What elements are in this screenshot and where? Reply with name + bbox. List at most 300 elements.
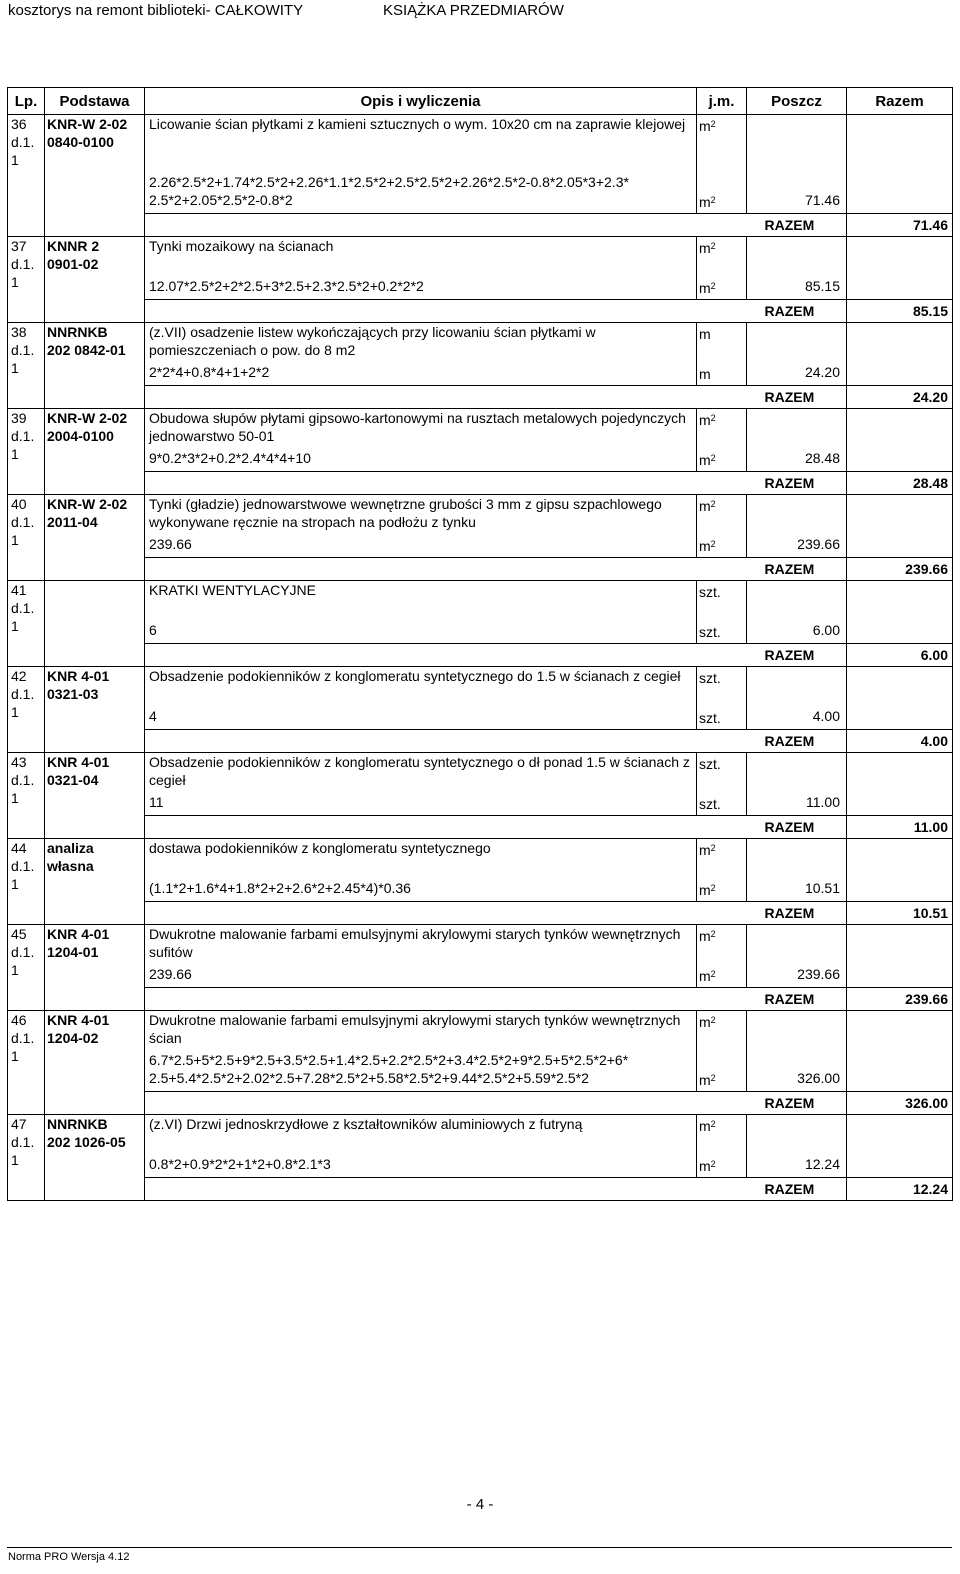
unit-base: m — [699, 194, 711, 210]
basis-code: KNR-W 2-02 — [47, 496, 128, 512]
row-poszcz — [747, 115, 847, 214]
item-index: 1 — [11, 274, 19, 290]
table-row — [8, 237, 953, 300]
formula-unit — [699, 277, 746, 295]
razem-spacer — [145, 300, 747, 323]
razem-row — [8, 902, 953, 925]
row-podstawa — [45, 323, 145, 409]
formula-unit — [699, 621, 746, 639]
row-poszcz — [747, 753, 847, 816]
item-number: 38 — [11, 324, 27, 340]
item-partial: 71.46 — [804, 192, 840, 208]
row-razem-cell — [847, 925, 953, 988]
razem-row — [8, 730, 953, 753]
col-poszcz: Poszcz — [747, 88, 847, 115]
item-formula: 2.26*2.5*2+1.74*2.5*2+2.26*1.1*2.5*2+2.5*2.5*2+2.26*2.5*2-0.8*2.05*3+2.3* 2.5*2+2.05*2.5*2-0.8*2 — [149, 174, 629, 208]
razem-row — [8, 644, 953, 667]
formula-unit — [699, 707, 746, 725]
row-jm — [697, 1011, 747, 1092]
row-poszcz — [747, 581, 847, 644]
row-opis — [145, 409, 697, 472]
item-formula: 6 — [149, 622, 157, 638]
razem-spacer — [145, 988, 747, 1011]
item-unit — [699, 925, 746, 943]
row-poszcz — [747, 925, 847, 988]
razem-spacer — [145, 386, 747, 409]
unit-base: szt. — [699, 756, 721, 772]
row-jm — [697, 237, 747, 300]
razem-value: 12.24 — [847, 1178, 953, 1201]
item-unit — [699, 839, 746, 857]
row-lp — [8, 115, 45, 237]
razem-label: RAZEM — [747, 644, 847, 667]
table-row — [8, 581, 953, 644]
item-description: Dwukrotne malowanie farbami emulsyjnymi akrylowymi starych tynków wewnętrznych sufitów — [149, 926, 681, 960]
row-jm — [697, 323, 747, 386]
razem-label: RAZEM — [747, 1092, 847, 1115]
basis-number: 1204-02 — [47, 1030, 99, 1046]
unit-base: szt. — [699, 670, 721, 686]
item-formula: 6.7*2.5+5*2.5+9*2.5+3.5*2.5+1.4*2.5+2.2*2.5*2+3.4*2.5*2+9*2.5+5*2.5*2+6* 2.5+5.4*2.5*2+2.02*2.5+7.28*2.5*2+5.58*2.5*2+9.44*2.5*2+5.59*2.5*2 — [149, 1052, 629, 1086]
razem-value: 326.00 — [847, 1092, 953, 1115]
unit-base: m — [699, 1118, 711, 1134]
item-number: 44 — [11, 840, 27, 856]
item-department: d.1. — [11, 134, 35, 150]
item-description: Obudowa słupów płytami gipsowo-kartonowymi na rusztach metalowych pojedynczych jednowarstwo 50-01 — [149, 410, 686, 444]
razem-row — [8, 214, 953, 237]
formula-unit — [699, 1069, 746, 1087]
razem-value: 10.51 — [847, 902, 953, 925]
item-partial: 326.00 — [797, 1070, 840, 1086]
item-partial: 239.66 — [797, 966, 840, 982]
razem-spacer — [145, 1092, 747, 1115]
row-opis — [145, 667, 697, 730]
item-description: Tynki (gładzie) jednowarstwowe wewnętrzne grubości 3 mm z gipsu szpachlowego wykonywane ręcznie na stropach na podłożu z tynku — [149, 496, 662, 530]
unit-exponent: 2 — [710, 195, 716, 205]
table-row — [8, 839, 953, 902]
item-description: (z.VI) Drzwi jednoskrzydłowe z kształtowników aluminiowych z futryną — [149, 1116, 583, 1132]
unit-exponent: 2 — [710, 119, 716, 129]
row-lp — [8, 839, 45, 925]
col-jm: j.m. — [697, 88, 747, 115]
row-lp — [8, 581, 45, 667]
item-unit — [699, 495, 746, 513]
razem-spacer — [145, 558, 747, 581]
row-podstawa — [45, 839, 145, 925]
item-department: d.1. — [11, 686, 35, 702]
row-razem-cell — [847, 581, 953, 644]
row-jm — [697, 1115, 747, 1178]
item-unit — [699, 1115, 746, 1133]
razem-spacer — [145, 644, 747, 667]
section-title: KSIĄŻKA PRZEDMIARÓW — [383, 2, 564, 19]
item-index: 1 — [11, 360, 19, 376]
row-lp — [8, 1115, 45, 1201]
row-poszcz — [747, 409, 847, 472]
row-jm — [697, 839, 747, 902]
row-opis — [145, 115, 697, 214]
razem-row — [8, 300, 953, 323]
item-unit — [699, 409, 746, 427]
unit-exponent: 2 — [710, 1015, 716, 1025]
item-formula: 239.66 — [149, 966, 192, 982]
razem-row — [8, 1178, 953, 1201]
row-razem-cell — [847, 667, 953, 730]
estimate-table — [7, 87, 953, 1201]
basis-number: 0901-02 — [47, 256, 99, 272]
unit-base: szt. — [699, 584, 721, 600]
item-department: d.1. — [11, 772, 35, 788]
item-unit — [699, 1011, 746, 1029]
basis-code: NNRNKB — [47, 324, 108, 340]
item-formula: 4 — [149, 708, 157, 724]
item-department: d.1. — [11, 428, 35, 444]
row-razem-cell — [847, 323, 953, 386]
row-opis — [145, 839, 697, 902]
row-opis — [145, 323, 697, 386]
razem-spacer — [145, 472, 747, 495]
unit-exponent: 2 — [710, 413, 716, 423]
unit-exponent: 2 — [710, 969, 716, 979]
basis-number: własna — [47, 858, 94, 874]
item-description: Licowanie ścian płytkami z kamieni sztucznych o wym. 10x20 cm na zaprawie klejowej — [149, 116, 686, 132]
basis-number: 0321-03 — [47, 686, 99, 702]
basis-number: 0840-0100 — [47, 134, 114, 150]
unit-base: m — [699, 412, 711, 428]
row-jm — [697, 581, 747, 644]
row-podstawa — [45, 409, 145, 495]
razem-spacer — [145, 1178, 747, 1201]
razem-row — [8, 1092, 953, 1115]
razem-label: RAZEM — [747, 730, 847, 753]
item-partial: 10.51 — [804, 880, 840, 896]
item-number: 42 — [11, 668, 27, 684]
item-description: Tynki mozaikowy na ścianach — [149, 238, 334, 254]
basis-code: NNRNKB — [47, 1116, 108, 1132]
basis-number: 202 1026-05 — [47, 1134, 126, 1150]
razem-row — [8, 558, 953, 581]
basis-number: 0321-04 — [47, 772, 99, 788]
item-formula: 11 — [149, 794, 164, 810]
item-department: d.1. — [11, 342, 35, 358]
row-poszcz — [747, 1011, 847, 1092]
table-row — [8, 1011, 953, 1092]
unit-exponent: 2 — [710, 883, 716, 893]
col-razem: Razem — [847, 88, 953, 115]
item-index: 1 — [11, 152, 19, 168]
unit-base: m — [699, 1014, 711, 1030]
item-partial: 11.00 — [806, 794, 840, 810]
item-index: 1 — [11, 1152, 19, 1168]
unit-base: szt. — [699, 796, 721, 812]
col-opis: Opis i wyliczenia — [145, 88, 697, 115]
item-description: KRATKI WENTYLACYJNE — [149, 582, 316, 598]
item-number: 37 — [11, 238, 27, 254]
razem-row — [8, 988, 953, 1011]
razem-label: RAZEM — [747, 472, 847, 495]
item-partial: 85.15 — [804, 278, 840, 294]
table-row — [8, 925, 953, 988]
row-poszcz — [747, 667, 847, 730]
unit-exponent: 2 — [710, 281, 716, 291]
row-podstawa — [45, 115, 145, 237]
basis-code: KNR-W 2-02 — [47, 410, 128, 426]
razem-spacer — [145, 816, 747, 839]
item-number: 45 — [11, 926, 27, 942]
unit-exponent: 2 — [710, 1159, 716, 1169]
item-index: 1 — [11, 532, 19, 548]
item-description: Obsadzenie podokienników z konglomeratu syntetycznego o dł ponad 1.5 w ścianach z cegieł — [149, 754, 690, 788]
item-unit — [699, 581, 746, 599]
razem-row — [8, 472, 953, 495]
row-podstawa — [45, 237, 145, 323]
item-partial: 24.20 — [804, 364, 840, 380]
unit-base: szt. — [699, 624, 721, 640]
item-index: 1 — [11, 446, 19, 462]
item-number: 40 — [11, 496, 27, 512]
row-lp — [8, 925, 45, 1011]
formula-unit — [699, 449, 746, 467]
basis-code: KNR 4-01 — [47, 1012, 110, 1028]
item-index: 1 — [11, 790, 19, 806]
unit-base: m — [699, 240, 711, 256]
col-podstawa: Podstawa — [45, 88, 145, 115]
row-podstawa — [45, 1115, 145, 1201]
unit-base: m — [699, 842, 711, 858]
item-partial: 6.00 — [812, 622, 840, 638]
basis-number: 202 0842-01 — [47, 342, 126, 358]
formula-unit — [699, 879, 746, 897]
item-description: dostawa podokienników z konglomeratu syntetycznego — [149, 840, 491, 856]
row-jm — [697, 753, 747, 816]
row-razem-cell — [847, 237, 953, 300]
formula-unit — [699, 965, 746, 983]
item-number: 43 — [11, 754, 27, 770]
item-formula: 2*2*4+0.8*4+1+2*2 — [149, 364, 270, 380]
row-opis — [145, 925, 697, 988]
unit-base: m — [699, 280, 711, 296]
unit-base: m — [699, 498, 711, 514]
row-razem-cell — [847, 1115, 953, 1178]
unit-base: m — [699, 1158, 711, 1174]
table-header-row — [8, 88, 953, 115]
row-razem-cell — [847, 409, 953, 472]
item-index: 1 — [11, 618, 19, 634]
footer-divider — [7, 1547, 952, 1548]
item-description: Obsadzenie podokienników z konglomeratu syntetycznego do 1.5 w ścianach z cegieł — [149, 668, 681, 684]
unit-exponent: 2 — [710, 843, 716, 853]
item-partial: 239.66 — [797, 536, 840, 552]
unit-base: m — [699, 1072, 711, 1088]
item-formula: (1.1*2+1.6*4+1.8*2+2+2.6*2+2.45*4)*0.36 — [149, 880, 411, 896]
item-number: 41 — [11, 582, 27, 598]
basis-code: KNR 4-01 — [47, 926, 110, 942]
item-formula: 9*0.2*3*2+0.2*2.4*4*4+10 — [149, 450, 311, 466]
basis-code: analiza — [47, 840, 94, 856]
razem-spacer — [145, 902, 747, 925]
item-formula: 0.8*2+0.9*2*2+1*2+0.8*2.1*3 — [149, 1156, 331, 1172]
razem-label: RAZEM — [747, 816, 847, 839]
row-opis — [145, 237, 697, 300]
item-formula: 12.07*2.5*2+2*2.5+3*2.5+2.3*2.5*2+0.2*2*2 — [149, 278, 424, 294]
row-poszcz — [747, 323, 847, 386]
basis-code: KNR 4-01 — [47, 668, 110, 684]
unit-base: m — [699, 452, 711, 468]
item-department: d.1. — [11, 858, 35, 874]
table-row — [8, 667, 953, 730]
razem-label: RAZEM — [747, 558, 847, 581]
item-formula: 239.66 — [149, 536, 192, 552]
item-partial: 12.24 — [804, 1156, 840, 1172]
unit-exponent: 2 — [710, 453, 716, 463]
row-poszcz — [747, 1115, 847, 1178]
row-jm — [697, 667, 747, 730]
formula-unit — [699, 363, 746, 381]
footer-version: Norma PRO Wersja 4.12 — [8, 1551, 130, 1563]
razem-spacer — [145, 730, 747, 753]
unit-exponent: 2 — [710, 1073, 716, 1083]
row-lp — [8, 237, 45, 323]
row-lp — [8, 667, 45, 753]
item-description: Dwukrotne malowanie farbami emulsyjnymi akrylowymi starych tynków wewnętrznych ścian — [149, 1012, 681, 1046]
razem-label: RAZEM — [747, 386, 847, 409]
unit-base: m — [699, 968, 711, 984]
col-lp: Lp. — [8, 88, 45, 115]
row-lp — [8, 409, 45, 495]
item-unit — [699, 753, 746, 771]
table-row — [8, 115, 953, 214]
row-razem-cell — [847, 115, 953, 214]
basis-number: 2004-0100 — [47, 428, 114, 444]
item-description: (z.VII) osadzenie listew wykończających przy licowaniu ścian płytkami w pomieszczeniach o pow. do 8 m2 — [149, 324, 596, 358]
item-department: d.1. — [11, 600, 35, 616]
item-department: d.1. — [11, 1030, 35, 1046]
basis-number: 2011-04 — [47, 514, 98, 530]
row-jm — [697, 495, 747, 558]
item-partial: 4.00 — [812, 708, 840, 724]
razem-value: 85.15 — [847, 300, 953, 323]
row-jm — [697, 115, 747, 214]
razem-value: 4.00 — [847, 730, 953, 753]
row-lp — [8, 1011, 45, 1115]
table-row — [8, 409, 953, 472]
item-unit — [699, 115, 746, 133]
item-department: d.1. — [11, 944, 35, 960]
row-podstawa — [45, 753, 145, 839]
row-opis — [145, 753, 697, 816]
razem-label: RAZEM — [747, 902, 847, 925]
row-jm — [697, 409, 747, 472]
formula-unit — [699, 793, 746, 811]
row-podstawa — [45, 581, 145, 667]
razem-row — [8, 386, 953, 409]
table-row — [8, 323, 953, 386]
unit-base: m — [699, 326, 711, 342]
razem-spacer — [145, 214, 747, 237]
unit-exponent: 2 — [710, 929, 716, 939]
unit-base: m — [699, 366, 711, 382]
row-lp — [8, 323, 45, 409]
unit-exponent: 2 — [710, 499, 716, 509]
razem-value: 28.48 — [847, 472, 953, 495]
page-number: - 4 - — [466, 1496, 494, 1513]
unit-base: szt. — [699, 710, 721, 726]
item-number: 36 — [11, 116, 27, 132]
row-opis — [145, 581, 697, 644]
row-podstawa — [45, 495, 145, 581]
row-poszcz — [747, 839, 847, 902]
item-department: d.1. — [11, 514, 35, 530]
item-unit — [699, 667, 746, 685]
item-index: 1 — [11, 962, 19, 978]
razem-value: 239.66 — [847, 988, 953, 1011]
row-razem-cell — [847, 1011, 953, 1092]
item-partial: 28.48 — [804, 450, 840, 466]
row-razem-cell — [847, 753, 953, 816]
item-department: d.1. — [11, 256, 35, 272]
razem-label: RAZEM — [747, 214, 847, 237]
item-number: 47 — [11, 1116, 27, 1132]
basis-number: 1204-01 — [47, 944, 99, 960]
unit-exponent: 2 — [710, 539, 716, 549]
item-index: 1 — [11, 704, 19, 720]
item-unit — [699, 323, 746, 341]
row-razem-cell — [847, 495, 953, 558]
item-number: 46 — [11, 1012, 27, 1028]
row-lp — [8, 495, 45, 581]
razem-value: 239.66 — [847, 558, 953, 581]
table-row — [8, 495, 953, 558]
unit-exponent: 2 — [710, 1119, 716, 1129]
item-unit — [699, 237, 746, 255]
row-opis — [145, 495, 697, 558]
item-number: 39 — [11, 410, 27, 426]
formula-unit — [699, 191, 746, 209]
razem-label: RAZEM — [747, 1178, 847, 1201]
razem-value: 24.20 — [847, 386, 953, 409]
unit-base: m — [699, 538, 711, 554]
razem-value: 71.46 — [847, 214, 953, 237]
basis-code: KNR 4-01 — [47, 754, 110, 770]
formula-unit — [699, 1155, 746, 1173]
item-index: 1 — [11, 1048, 19, 1064]
row-opis — [145, 1115, 697, 1178]
formula-unit — [699, 535, 746, 553]
unit-exponent: 2 — [710, 241, 716, 251]
table-row — [8, 1115, 953, 1178]
item-department: d.1. — [11, 1134, 35, 1150]
row-opis — [145, 1011, 697, 1092]
unit-base: m — [699, 928, 711, 944]
row-podstawa — [45, 667, 145, 753]
table-row — [8, 753, 953, 816]
razem-row — [8, 816, 953, 839]
unit-base: m — [699, 882, 711, 898]
row-lp — [8, 753, 45, 839]
row-podstawa — [45, 925, 145, 1011]
row-poszcz — [747, 237, 847, 300]
basis-code: KNR-W 2-02 — [47, 116, 128, 132]
unit-base: m — [699, 118, 711, 134]
razem-value: 6.00 — [847, 644, 953, 667]
item-index: 1 — [11, 876, 19, 892]
row-podstawa — [45, 1011, 145, 1115]
row-razem-cell — [847, 839, 953, 902]
document-title: kosztorys na remont biblioteki- CAŁKOWITY — [8, 2, 304, 19]
row-poszcz — [747, 495, 847, 558]
basis-code: KNNR 2 — [47, 238, 100, 254]
razem-label: RAZEM — [747, 300, 847, 323]
